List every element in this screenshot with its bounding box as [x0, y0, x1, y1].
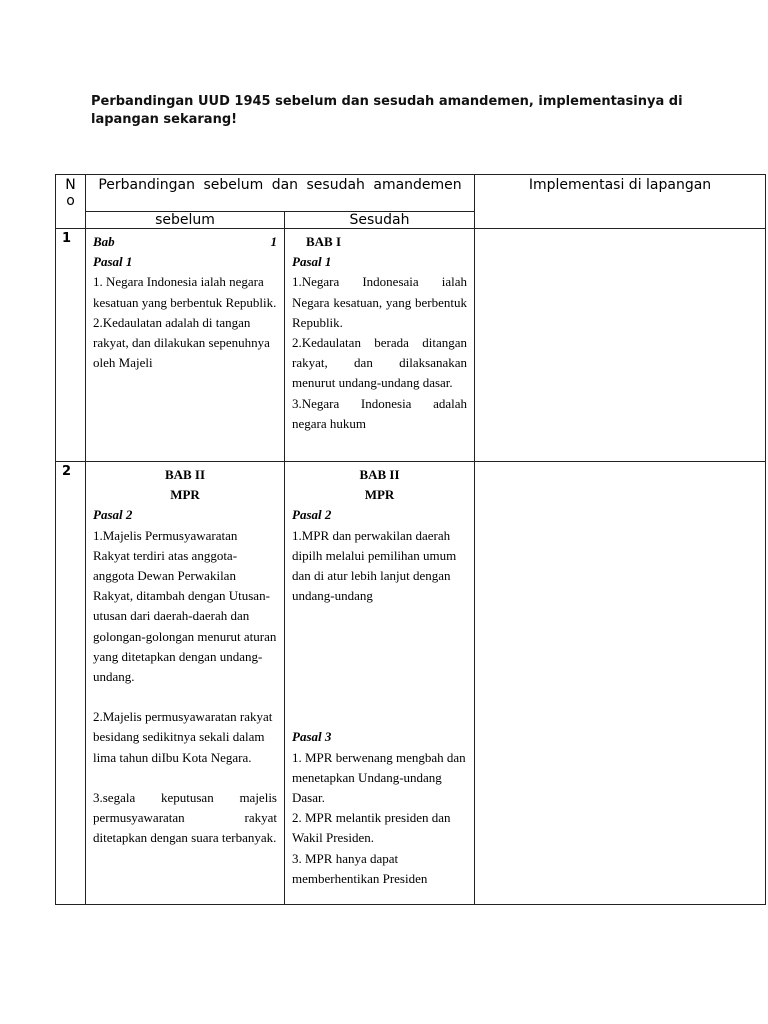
- row-implementation-cell: [475, 462, 766, 905]
- table-row: [56, 462, 766, 905]
- paragraph: 2.Majelis permusyawaratan rakyat besidang sedikitnya sekali dalam lima tahun diIbu Kota Negara.: [93, 709, 273, 765]
- table-header-row: [56, 175, 766, 212]
- paragraph: 1.Majelis Permusyawaratan Rakyat terdiri atas anggota-anggota Dewan Perwakilan Rakyat, ditambah dengan Utusan-utusan dari daerah-daerah dan golongan-golongan menurut aturan yang ditetapkan dengan undang-undang.: [93, 527, 277, 685]
- row-before-cell: [86, 229, 285, 462]
- header-after: Sesudah: [285, 212, 475, 229]
- pasal-heading: Pasal 1: [93, 254, 133, 270]
- bab-number: 1: [270, 234, 277, 249]
- paragraph: 2. MPR melantik presiden dan Wakil Presiden.: [292, 810, 451, 846]
- paragraph: 3. MPR hanya dapat memberhentikan Presiden: [292, 850, 428, 886]
- table-row: [56, 229, 766, 462]
- header-implementation: Implementasi di lapangan: [475, 175, 766, 229]
- header-no: [56, 175, 86, 229]
- header-no-line1: N: [65, 177, 76, 193]
- bab-heading: BAB I: [306, 234, 342, 249]
- comparison-table: [55, 174, 766, 905]
- paragraph: 3.Negara Indonesia adalah negara hukum: [292, 395, 468, 431]
- pasal-heading: Pasal 2: [292, 507, 332, 523]
- pasal-heading: Pasal 1: [292, 254, 332, 270]
- pasal-heading: Pasal 2: [93, 507, 133, 523]
- header-comparison: Perbandingan sebelum dan sesudah amandemen: [86, 175, 475, 212]
- paragraph: 1. MPR berwenang mengbah dan menetapkan Undang-undang Dasar.: [292, 749, 466, 806]
- row-implementation-cell: [475, 229, 766, 462]
- row-after-cell: [285, 462, 475, 905]
- paragraph: 2.Kedaulatan adalah di tangan rakyat, dan dilakukan sepenuhnya oleh Majeli: [93, 314, 270, 371]
- row-after-cell: [285, 229, 475, 462]
- row-number: 2: [56, 462, 86, 905]
- paragraph: 1.MPR dan perwakilan daerah dipilh melalui pemilihan umum dan di atur lebih lanjut dengan undang-undang: [292, 527, 457, 604]
- paragraph: 1.Negara Indonesaia ialah Negara kesatuan, yang berbentuk Republik.: [292, 274, 468, 330]
- paragraph: 2.Kedaulatan berada ditangan rakyat, dan dilaksanakan menurut undang-undang dasar.: [292, 335, 468, 391]
- document-heading: Perbandingan UUD 1945 sebelum dan sesudah amandemen, implementasinya di lapangan sekarang!: [91, 94, 683, 127]
- bab-label: Bab: [93, 234, 115, 249]
- row-before-cell: [86, 462, 285, 905]
- row-number: 1: [56, 229, 86, 462]
- header-no-line2: o: [66, 193, 75, 209]
- paragraph: 1. Negara Indonesia ialah negara kesatuan yang berbentuk Republik.: [93, 274, 277, 310]
- header-before: sebelum: [86, 212, 285, 229]
- bab-subheading: MPR: [364, 487, 395, 503]
- bab-heading: BAB II: [359, 467, 400, 482]
- bab-subheading: MPR: [170, 487, 200, 503]
- bab-heading: BAB II: [164, 467, 206, 482]
- bab-heading: [93, 232, 277, 252]
- paragraph: 3.segala keputusan majelis permusyawaratan rakyat ditetapkan dengan suara terbanyak.: [93, 789, 277, 846]
- pasal-heading: Pasal 3: [292, 729, 332, 745]
